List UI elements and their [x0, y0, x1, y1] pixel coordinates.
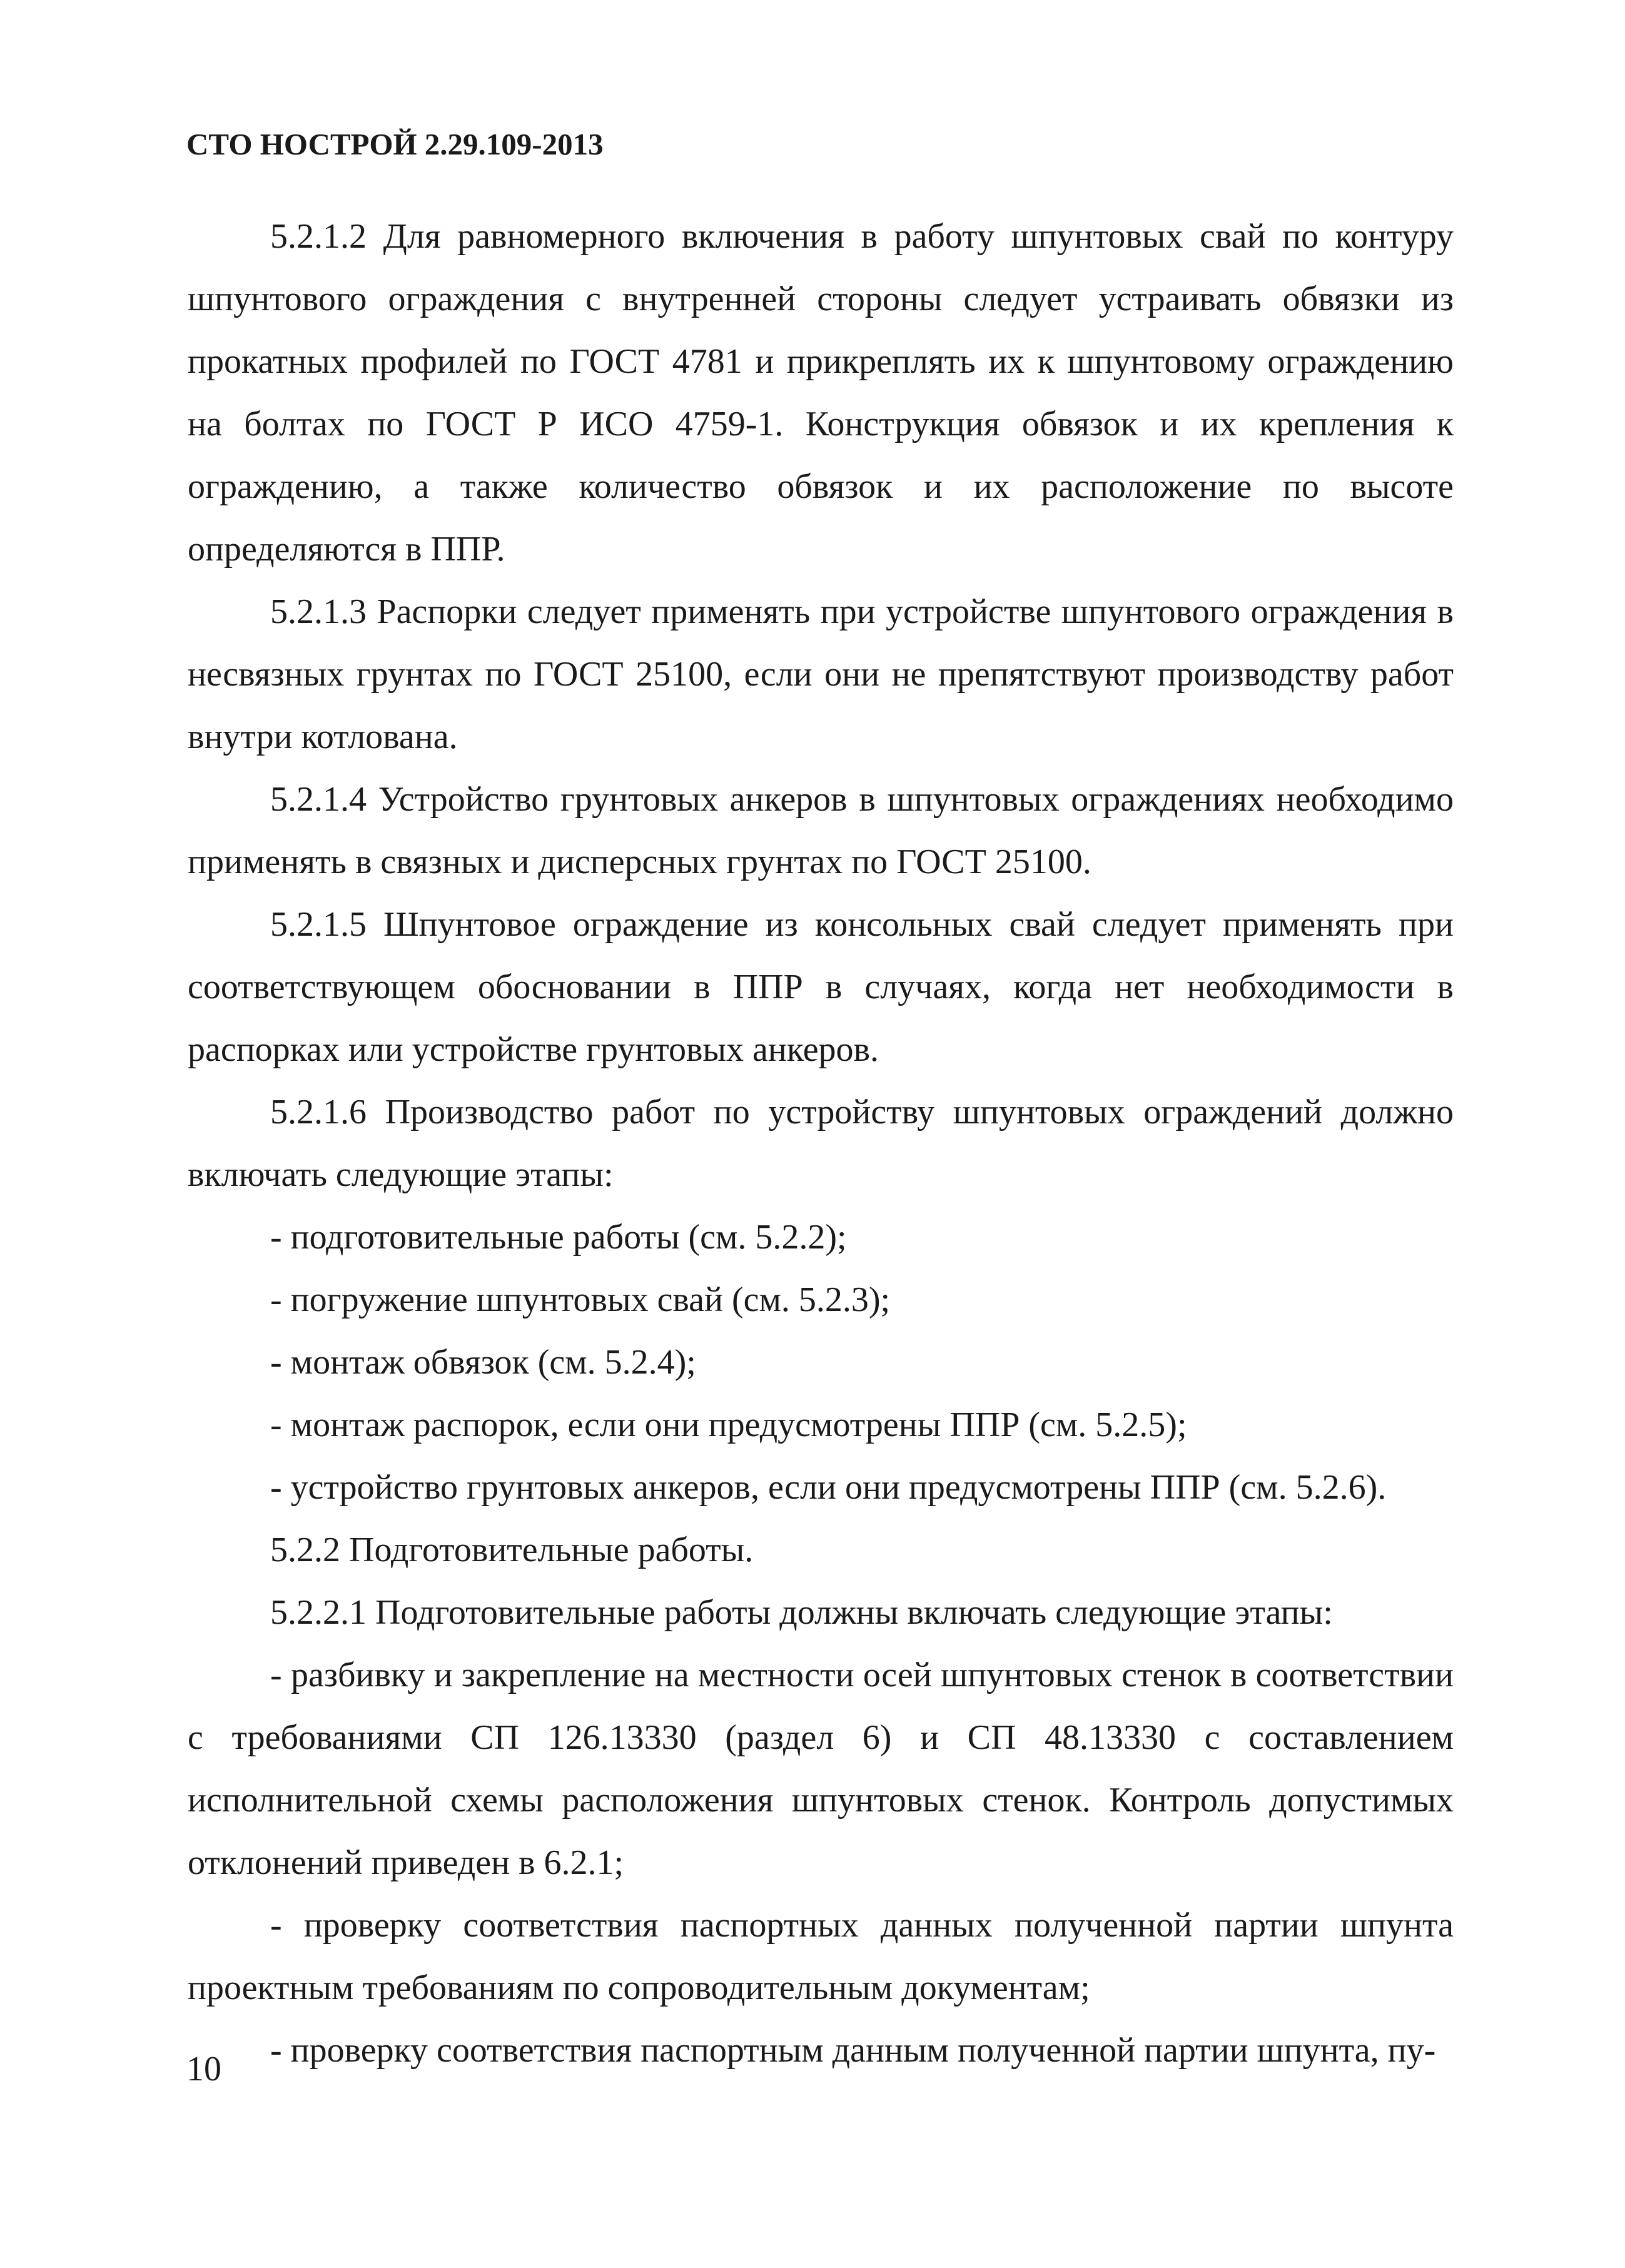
list-item: - подготовительные работы (см. 5.2.2);: [270, 1218, 847, 1257]
document-header: СТО НОСТРОЙ 2.29.109-2013: [186, 127, 604, 161]
paragraph-5-2-1-5: 5.2.1.5 Шпунтовое ограждение из консольных свай следует применять при соответствующем обосновании в ППР в случаях, когда нет необходимости в распорках или устройстве грунтовых анкеров.: [188, 905, 1454, 1069]
section-heading-5-2-2: 5.2.2 Подготовительные работы.: [270, 1531, 754, 1569]
list-item: - разбивку и закрепление на местности осей шпунтовых стенок в соответствии с требованиями СП 126.13330 (раздел 6) и СП 48.13330 с составлением исполнительной схемы расположения шпунтовых стенок. Контроль допустимых отклонений приведен в 6.2.1;: [188, 1656, 1454, 1882]
list-item: - проверку соответствия паспортных данных полученной партии шпунта проектным требованиям по сопроводительным документам;: [188, 1906, 1454, 2007]
paragraph-5-2-1-3: 5.2.1.3 Распорки следует применять при устройстве шпунтового ограждения в несвязных грунтах по ГОСТ 25100, если они не препятствуют производству работ внутри котлована.: [188, 592, 1454, 756]
list-item: - погружение шпунтовых свай (см. 5.2.3);: [270, 1280, 891, 1319]
page-number: 10: [186, 2050, 221, 2088]
document-body: [188, 205, 1454, 2082]
list-item: - монтаж распорок, если они предусмотрены ППР (см. 5.2.5);: [270, 1405, 1187, 1444]
list-item: - устройство грунтовых анкеров, если они предусмотрены ППР (см. 5.2.6).: [270, 1468, 1387, 1507]
paragraph-5-2-1-4: 5.2.1.4 Устройство грунтовых анкеров в шпунтовых ограждениях необходимо применять в связных и дисперсных грунтах по ГОСТ 25100.: [188, 780, 1454, 881]
list-item: - проверку соответствия паспортным данным полученной партии шпунта, пу-: [270, 2031, 1436, 2070]
paragraph-5-2-2-1: 5.2.2.1 Подготовительные работы должны включать следующие этапы:: [270, 1593, 1333, 1632]
paragraph-5-2-1-2: 5.2.1.2 Для равномерного включения в работу шпунтовых свай по контуру шпунтового ограждения с внутренней стороны следует устраивать обвязки из прокатных профилей по ГОСТ 4781 и прикреплять их к шпунтовому ограждению на болтах по ГОСТ Р ИСО 4759-1. Конструкция обвязок и их крепления к ограждению, а также количество обвязок и их расположение по высоте определяются в ППР.: [188, 217, 1454, 569]
list-item: - монтаж обвязок (см. 5.2.4);: [270, 1343, 696, 1382]
paragraph-5-2-1-6: 5.2.1.6 Производство работ по устройству шпунтовых ограждений должно включать следующие этапы:: [188, 1093, 1454, 1194]
